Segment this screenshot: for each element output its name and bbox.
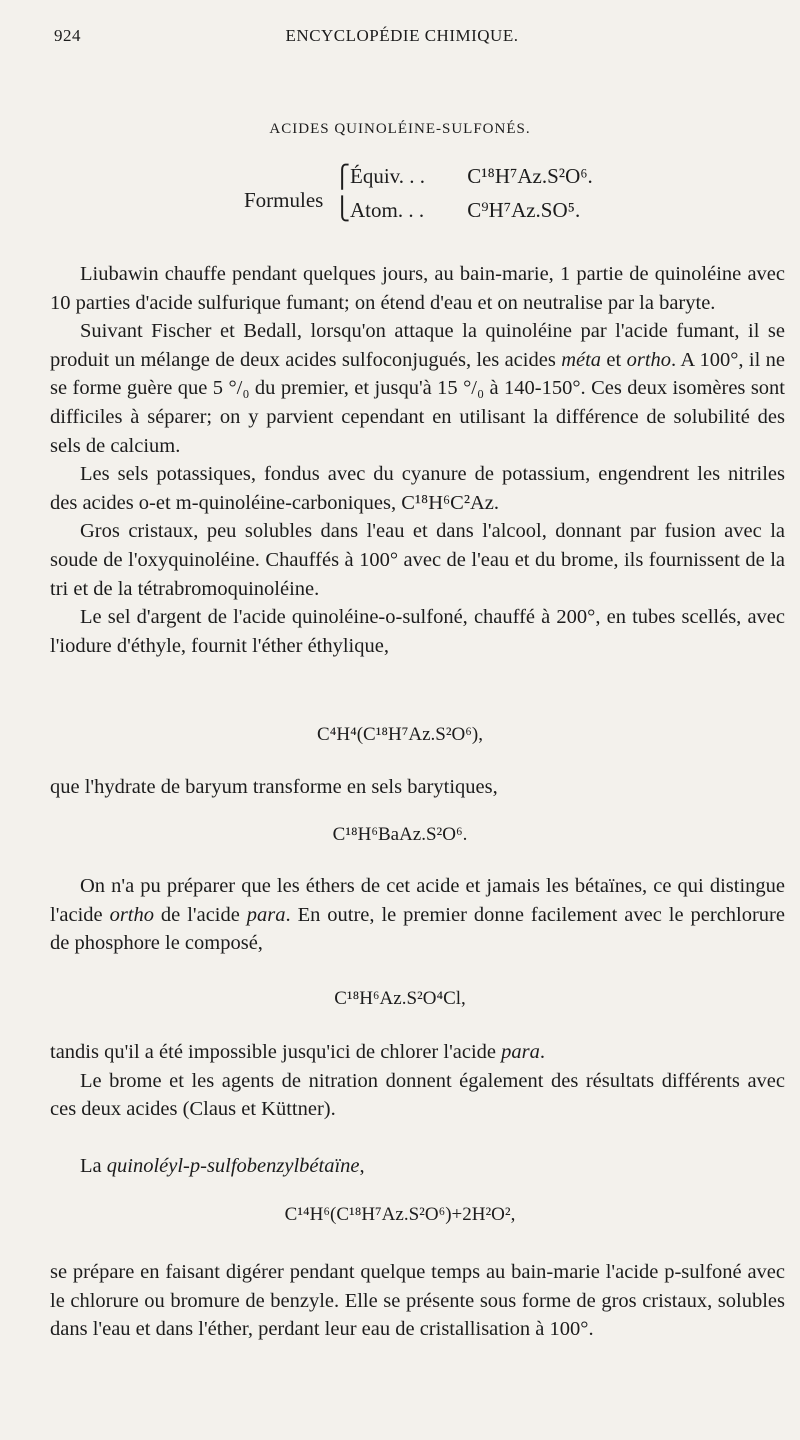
page-number: 924 — [54, 26, 81, 45]
formula-label: Formules — [244, 188, 324, 212]
text-run: . A 100°, il ne se forme guère que 5 °/₀ du premier, et jusqu'à 15 °/₀ à 140-150°. Ces deux isomères sont difficiles à séparer; on y parvient cependant en utilisant la différence de solubilité des sels de calcium. — [50, 348, 786, 457]
formula-row — [350, 198, 580, 223]
section-title: ACIDES QUINOLÉINE-SULFONÉS. — [269, 121, 531, 137]
paragraph: se prépare en faisant digérer pendant quelque temps au bain-marie l'acide p-sulfoné avec le chlorure ou bromure de benzyle. Elle se présente sous forme de gros cristaux, solubles dans l'eau et dans l'éther, perdant leur eau de cristallisation à 100°. — [50, 1261, 785, 1341]
text-run: Suivant Fischer et Bedall, lorsqu'on attaque la quinoléine par l'acide fumant, il se produit un mélange de deux acides sulfoconjugués, les acides — [50, 320, 785, 371]
paragraph — [50, 1038, 785, 1067]
formula-line: C¹⁴H⁶(C¹⁸H⁷Az.S²O⁶)+2H²O², — [284, 1204, 516, 1225]
text-run: et — [601, 348, 627, 371]
paragraph: que l'hydrate de baryum transforme en sels barytiques, — [50, 776, 498, 798]
formula-line: C¹⁸H⁶Az.S²O⁴Cl, — [334, 988, 466, 1009]
paragraph: Les sels potassiques, fondus avec du cyanure de potassium, engendrent les nitriles des acides o-et m-quinoléine-carboniques, C¹⁸H⁶C²Az. — [50, 463, 785, 514]
formula-row — [350, 164, 593, 189]
italic-term: quinoléyl-p-sulfobenzylbétaïne — [106, 1155, 360, 1177]
formula-line: C⁴H⁴(C¹⁸H⁷Az.S²O⁶), — [317, 724, 483, 745]
brace-icon: ⎧ — [334, 164, 351, 189]
text-run: La — [80, 1155, 107, 1177]
formula-line: C¹⁸H⁶BaAz.S²O⁶. — [332, 824, 468, 845]
paragraph — [50, 317, 785, 460]
italic-term: ortho — [626, 348, 672, 371]
paragraph: Le sel d'argent de l'acide quinoléine-o-sulfoné, chauffé à 200°, en tubes scellés, avec l'iodure d'éthyle, fournit l'éther éthylique, — [50, 606, 785, 657]
paragraph: Gros cristaux, peu solubles dans l'eau et dans l'alcool, donnant par fusion avec la soude de l'oxyquinoléine. Chauffés à 100° avec de l'eau et du brome, ils fournissent de la tri et de la tétrabromoquinoléine. — [50, 520, 785, 600]
paragraph — [50, 1152, 785, 1181]
italic-term: méta — [561, 348, 602, 371]
italic-term: ortho — [109, 903, 154, 926]
formula-value: C¹⁸H⁷Az.S²O⁶. — [467, 164, 593, 188]
text-run: tandis qu'il a été impossible jusqu'ici de chlorer l'acide — [50, 1041, 502, 1063]
text-block-1 — [50, 260, 785, 660]
running-title: ENCYCLOPÉDIE CHIMIQUE. — [285, 26, 519, 45]
brace-icon: ⎩ — [334, 196, 351, 221]
text-block-3 — [50, 872, 785, 958]
text-run: . En outre, le premier donne facilement avec le perchlorure de phosphore le composé, — [50, 903, 785, 955]
page-header — [54, 26, 750, 54]
text-run: de l'acide — [154, 903, 247, 926]
italic-term: para — [501, 1041, 540, 1063]
text-run: , — [359, 1155, 365, 1177]
paragraph: Liubawin chauffe pendant quelques jours, au bain-marie, 1 partie de quinoléine avec 10 parties d'acide sulfurique fumant; on étend d'eau et on neutralise par la baryte. — [50, 263, 785, 314]
text-run: . — [539, 1041, 545, 1063]
text-run: On n'a pu préparer que les éthers de cet acide et jamais les bétaïnes, ce qui distingue l'acide — [50, 875, 785, 926]
paragraph: Le brome et les agents de nitration donnent également des résultats différents avec ces deux acides (Claus et Küttner). — [50, 1069, 785, 1121]
text-block-4 — [50, 1038, 785, 1124]
formula-value: C⁹H⁷Az.SO⁵. — [467, 198, 581, 222]
formula-name: Atom. . . — [350, 198, 425, 222]
text-block-5 — [50, 1152, 785, 1181]
paragraph — [50, 872, 785, 958]
text-block-6 — [50, 1258, 785, 1344]
formula-name: Équiv. . . — [350, 164, 426, 188]
italic-term: para — [246, 903, 286, 926]
text-block-2 — [50, 773, 785, 802]
